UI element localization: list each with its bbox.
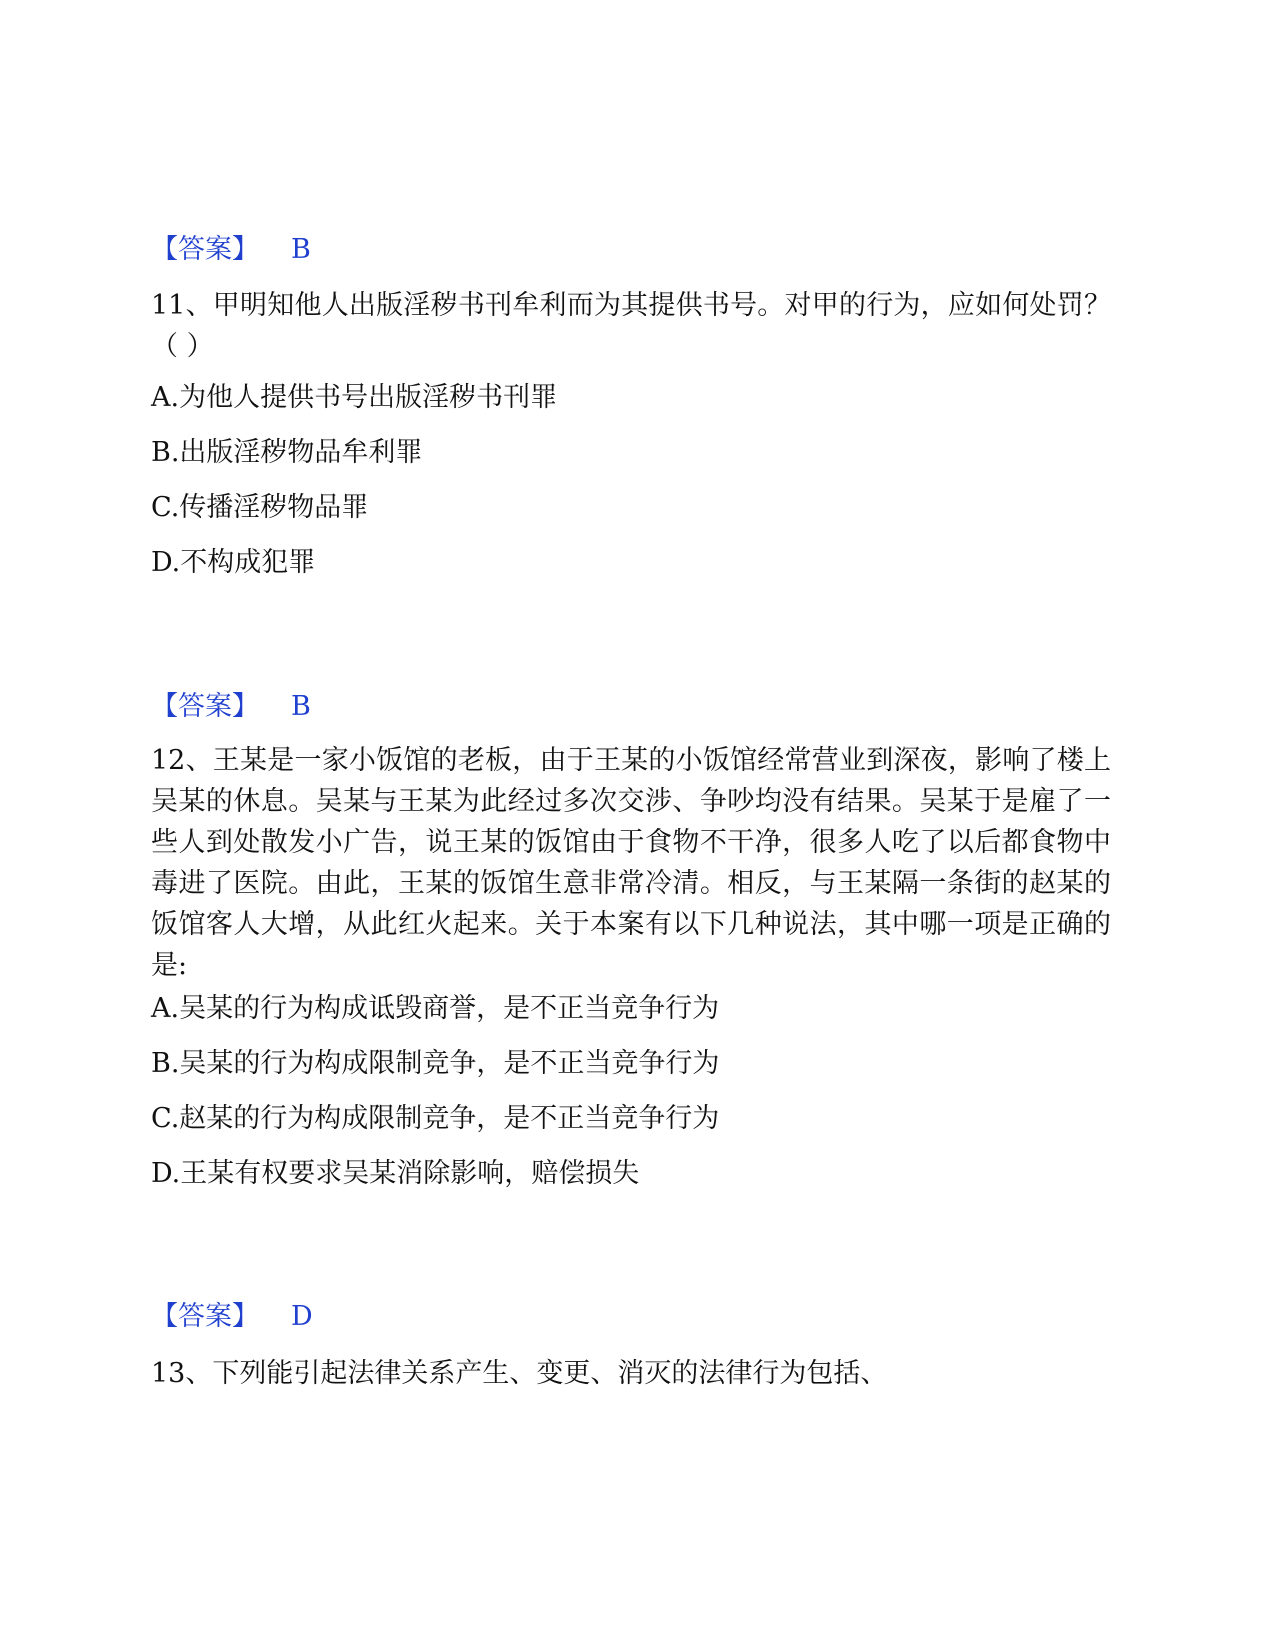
answer-row — [151, 687, 1111, 727]
question-12-option-a: A.吴某的行为构成诋毁商誉，是不正当竞争行为 — [151, 993, 720, 1024]
answer-row — [151, 1297, 1111, 1337]
question-12-text: 12、王某是一家小饭馆的老板，由于王某的小饭馆经常营业到深夜，影响了楼上吴某的休息。吴某与王某为此经过多次交涉、争吵均没有结果。吴某于是雇了一些人到处散发小广告，说王某的饭馆由于食物不干净，很多人吃了以后都食物中毒进了医院。由此，王某的饭馆生意非常冷清。相反，与王某隔一条街的赵某的饭馆客人大增，从此红火起来。关于本案有以下几种说法，其中哪一项是正确的是: — [151, 745, 1111, 981]
question-11-option-b: B.出版淫秽物品牟利罪 — [151, 437, 423, 468]
question-11-text: 11、甲明知他人出版淫秽书刊牟利而为其提供书号。对甲的行为，应如何处罚？（ ） — [151, 290, 1111, 362]
question-12-option-c: C.赵某的行为构成限制竞争，是不正当竞争行为 — [151, 1103, 720, 1134]
answer-label: 【答案】 — [151, 1301, 259, 1332]
question-11-option-a: A.为他人提供书号出版淫秽书刊罪 — [151, 382, 558, 413]
answer-value: B — [291, 234, 311, 265]
question-13-text: 13、下列能引起法律关系产生、变更、消灭的法律行为包括、 — [151, 1358, 888, 1389]
answer-value: B — [291, 691, 311, 722]
question-12-option-b: B.吴某的行为构成限制竞争，是不正当竞争行为 — [151, 1048, 720, 1079]
question-11-option-d: D.不构成犯罪 — [151, 547, 316, 578]
question-11-option-c: C.传播淫秽物品罪 — [151, 492, 369, 523]
question-12-option-d: D.王某有权要求吴某消除影响，赔偿损失 — [151, 1158, 640, 1189]
answer-value: D — [291, 1301, 313, 1332]
answer-label: 【答案】 — [151, 234, 259, 265]
answer-label: 【答案】 — [151, 691, 259, 722]
answer-row — [151, 230, 1111, 270]
